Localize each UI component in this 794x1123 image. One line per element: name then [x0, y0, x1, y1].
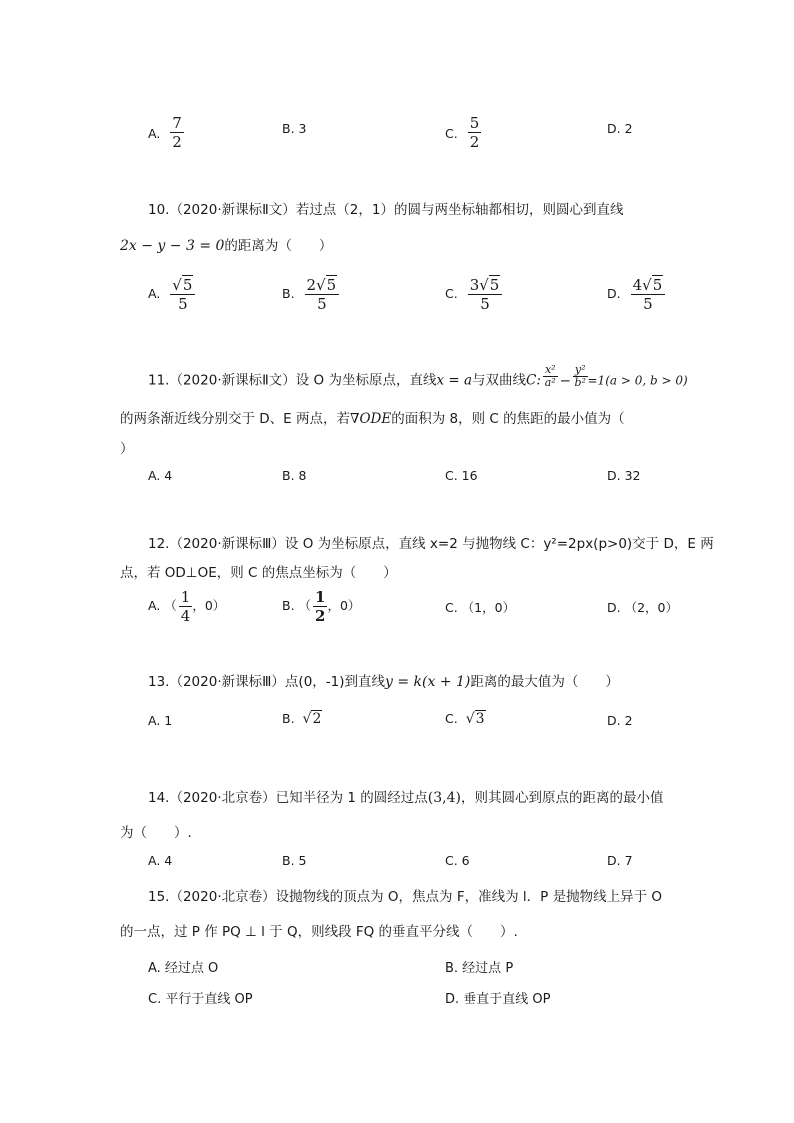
q10-c-fraction: $\frac{3√5}{5}$: [468, 276, 503, 313]
q13-option-d: D. 2: [607, 713, 633, 728]
q9-option-c: C. $\frac{5}{2}$: [445, 114, 480, 151]
q15-stem-line2: 的一点，过 P 作 PQ ⊥ l 于 Q，则线段 FQ 的垂直平分线（ ）.: [120, 924, 518, 940]
q13-option-b: B. √2: [282, 711, 322, 727]
q11-stem-line3: ）: [120, 441, 134, 457]
q12-stem-line2: 点，若 OD⊥OE，则 C 的焦点坐标为（ ）: [120, 565, 397, 581]
q11-option-a: A. 4: [148, 468, 173, 483]
q10-option-d: D. $\frac{4√5}{5}$: [607, 276, 665, 313]
q10-option-b: B. $\frac{2√5}{5}$: [282, 276, 339, 313]
q11-line-eq: x = a: [436, 372, 473, 389]
q11-stem-line1: 11.（2020·新课标Ⅱ文）设 O 为坐标原点，直线x = a与双曲线C: $\frac{\text{x²}}{\text{a²}}$ − $\frac{\text{y²}}{\text{b²}}$ =1(a > 0, b > 0): [148, 363, 688, 389]
q12-option-a: A. （ $\frac{1}{4}$ ，0）: [148, 588, 226, 625]
q12-b-fraction: $\frac{1}{2}$: [315, 588, 326, 625]
q14-option-d: D. 7: [607, 853, 633, 868]
q9-option-a: A. $\frac{7}{2}$: [148, 114, 182, 151]
q15-option-b: B. 经过点 P: [445, 961, 514, 976]
q14-option-a: A. 4: [148, 853, 173, 868]
q11-option-d: D. 32: [607, 468, 641, 483]
q14-stem-line2: 为（ ）.: [120, 825, 192, 841]
q10-stem-line2: 2x − y − 3 = 0的距离为（ ）: [120, 238, 333, 254]
q15-option-d: D. 垂直于直线 OP: [445, 992, 551, 1007]
q9-option-b: B. 3: [282, 121, 307, 136]
q11-y-fraction: $\frac{\text{y²}}{\text{b²}}$: [574, 363, 586, 389]
q12-option-c: C. （1，0）: [445, 600, 516, 615]
q15-option-a: A. 经过点 O: [148, 961, 219, 976]
q12-option-d: D. （2，0）: [607, 600, 678, 615]
q11-option-b: B. 8: [282, 468, 307, 483]
q13-stem: 13.（2020·新课标Ⅲ）点(0，-1)到直线y = k(x + 1)距离的最大值为（ ）: [148, 674, 619, 690]
q12-option-b: B. （ $\frac{1}{2}$ ，0）: [282, 588, 361, 625]
q10-stem-line1: 10.（2020·新课标Ⅱ文）若过点（2，1）的圆与两坐标轴都相切，则圆心到直线: [148, 202, 624, 218]
q13-option-c: C. √3: [445, 711, 485, 727]
q10-option-a: A. $\frac{√5}{5}$: [148, 276, 195, 313]
q14-stem-line1: 14.（2020·北京卷）已知半径为 1 的圆经过点(3,4)，则其圆心到原点的距离的最小值: [148, 790, 664, 806]
q10-b-fraction: $\frac{2√5}{5}$: [305, 276, 340, 313]
q10-d-fraction: $\frac{4√5}{5}$: [631, 276, 666, 313]
q15-stem-line1: 15.（2020·北京卷）设抛物线的顶点为 O，焦点为 F，准线为 l．P 是抛物线上异于 O: [148, 889, 662, 905]
q13-equation: y = k(x + 1): [385, 674, 471, 690]
q11-option-c: C. 16: [445, 468, 478, 483]
q15-option-c: C. 平行于直线 OP: [148, 992, 253, 1007]
q9-a-fraction: $\frac{7}{2}$: [172, 114, 182, 151]
q14-option-c: C. 6: [445, 853, 470, 868]
q9-option-d: D. 2: [607, 121, 633, 136]
q12-stem-line1: 12.（2020·新课标Ⅲ）设 O 为坐标原点，直线 x=2 与抛物线 C：y²=2px(p>0)交于 D，E 两: [148, 536, 714, 552]
q10-a-fraction: $\frac{√5}{5}$: [170, 276, 195, 313]
q9-c-fraction: $\frac{5}{2}$: [469, 114, 480, 151]
q10-equation: 2x − y − 3 = 0: [120, 238, 225, 254]
q13-option-a: A. 1: [148, 713, 173, 728]
q11-x-fraction: $\frac{\text{x²}}{\text{a²}}$: [544, 363, 556, 389]
q11-stem-line2: 的两条渐近线分别交于 D、E 两点，若∇ODE的面积为 8，则 C 的焦距的最小值为（: [120, 411, 625, 427]
q10-option-c: C. $\frac{3√5}{5}$: [445, 276, 502, 313]
q12-a-fraction: $\frac{1}{4}$: [180, 588, 191, 625]
q14-option-b: B. 5: [282, 853, 307, 868]
